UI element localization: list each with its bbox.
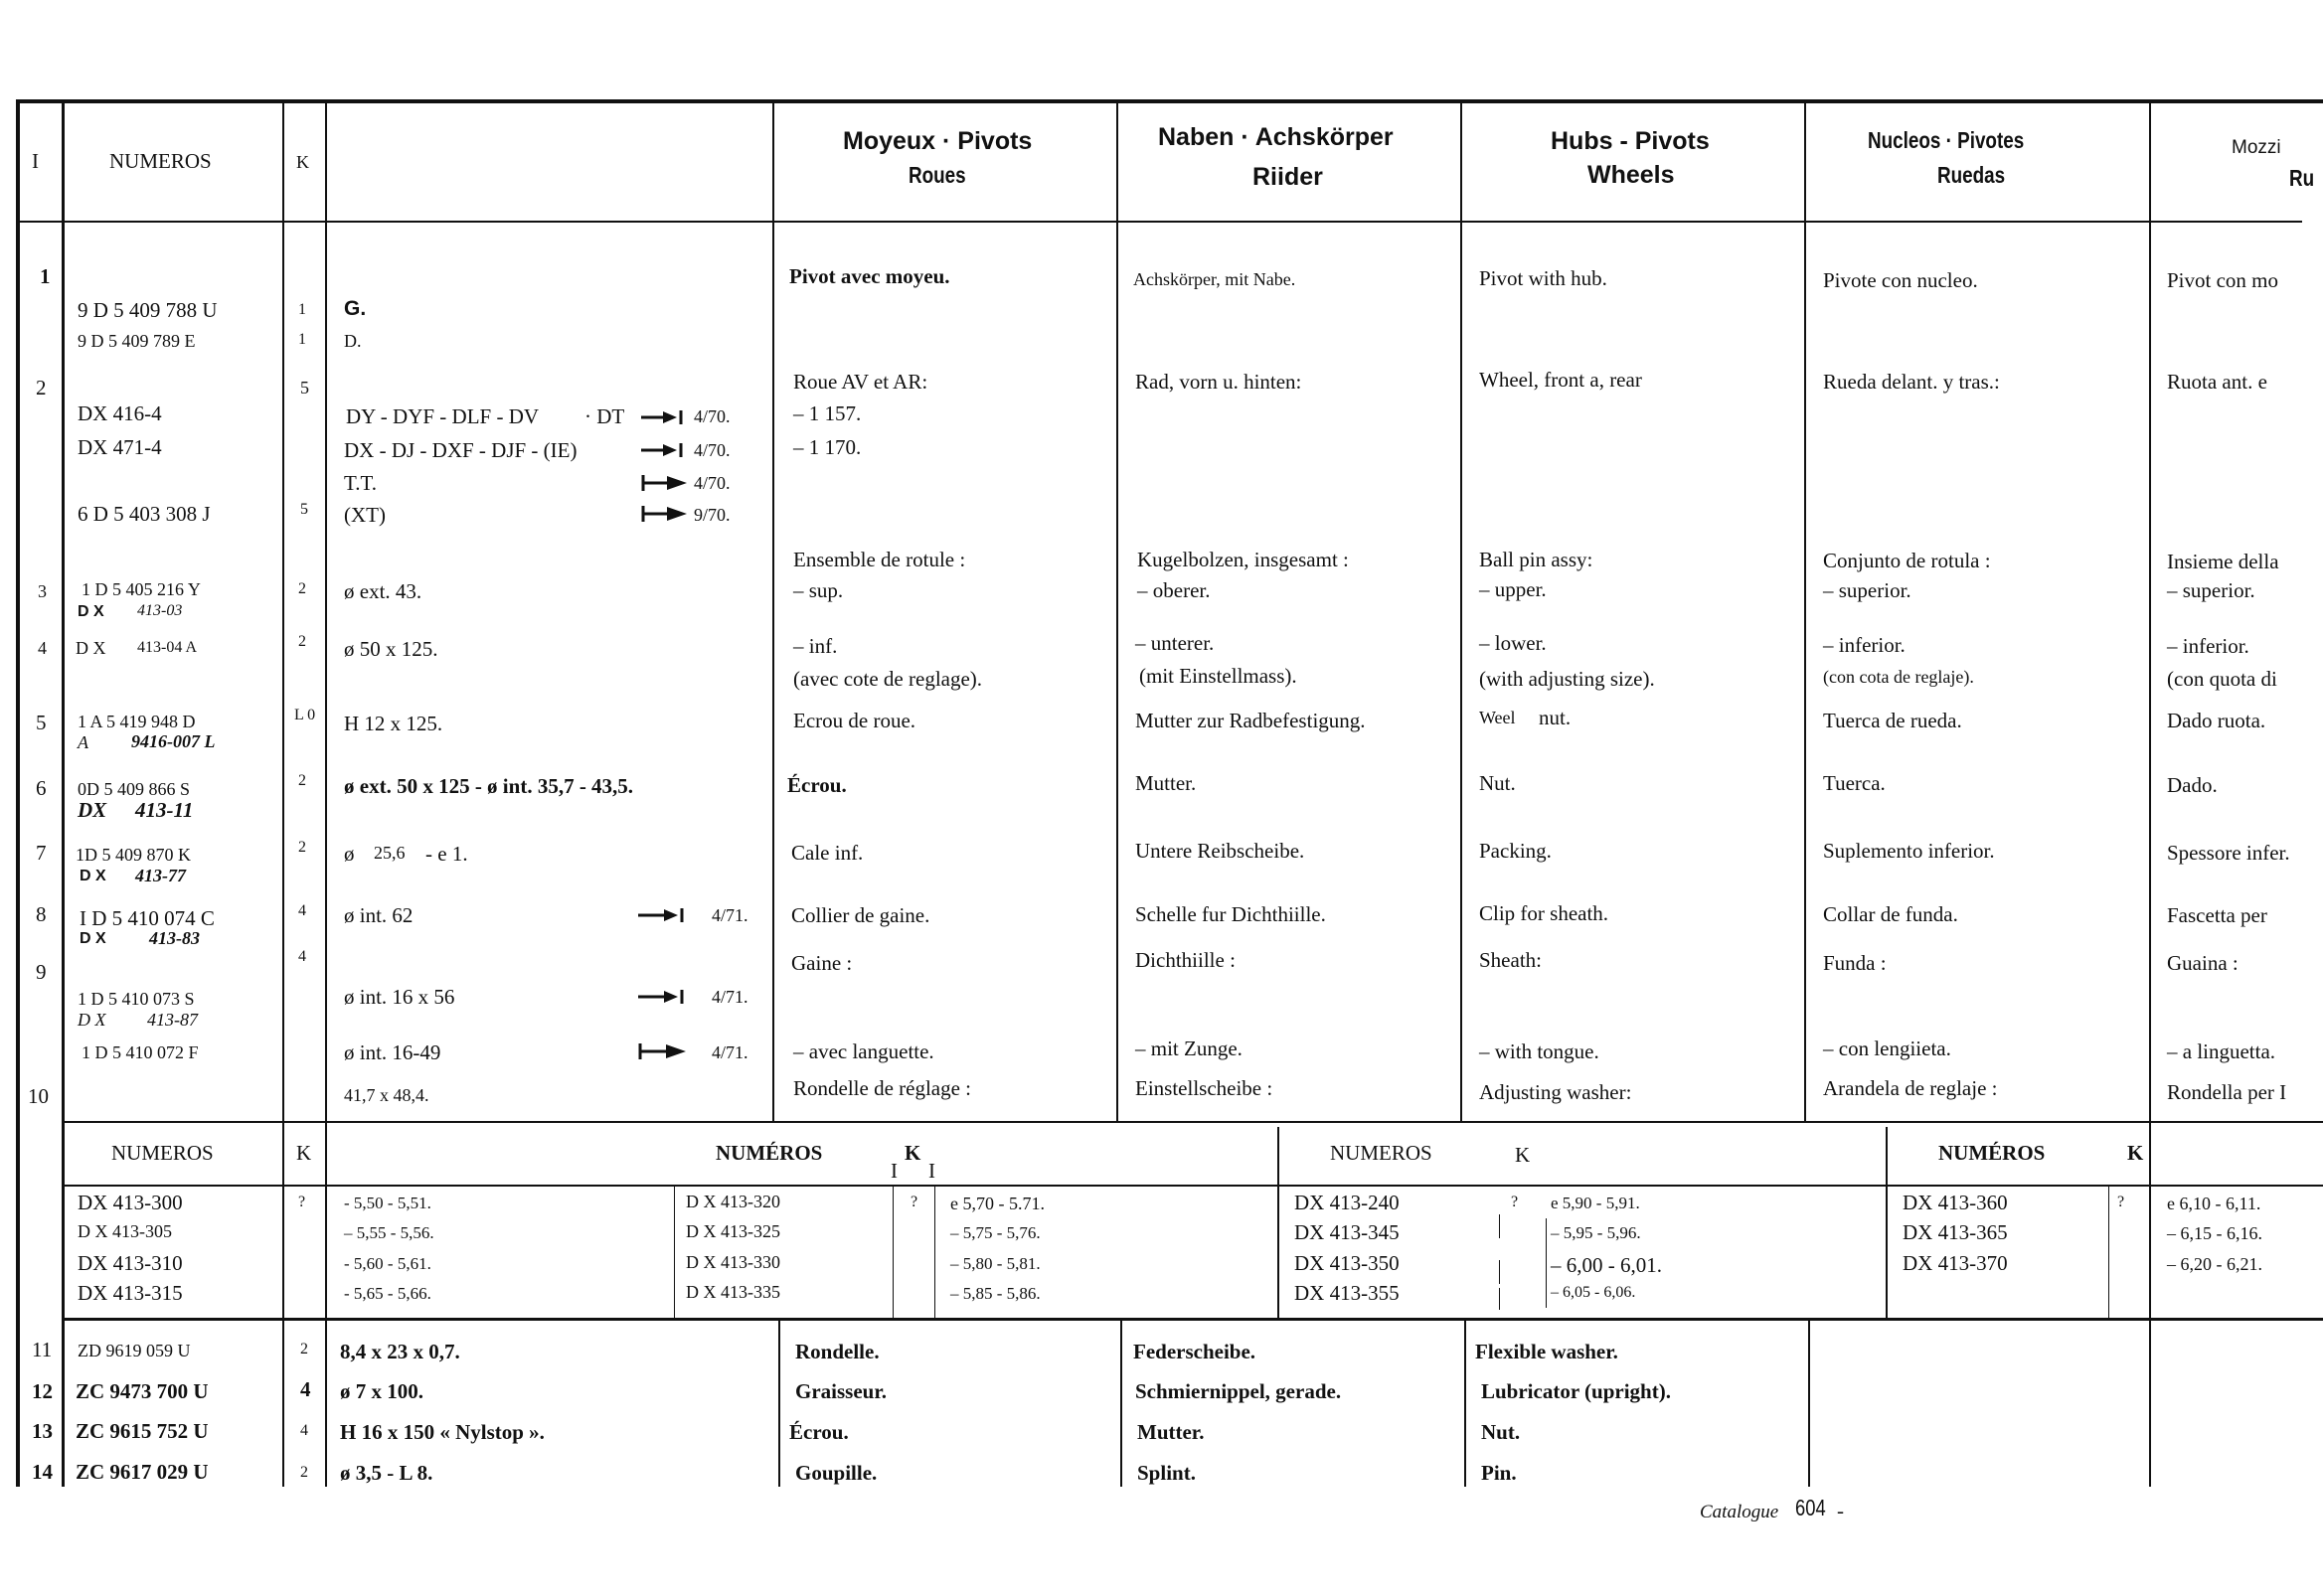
fr-desc: – avec languette. (793, 1039, 934, 1063)
part-number: 1 A 5 419 948 D (78, 712, 196, 731)
row-index-7: 7 (36, 841, 47, 865)
de-desc: Schelle fur Dichthiille. (1135, 902, 1326, 926)
de-desc: Rad, vorn u. hinten: (1135, 370, 1302, 394)
it-desc: Dado. (2167, 773, 2218, 797)
es-desc: Funda : (1823, 951, 1887, 975)
fr-desc: Roue AV et AR: (793, 370, 928, 394)
part-number: 1 D 5 410 072 F (82, 1042, 199, 1062)
fr-desc: Collier de gaine. (791, 903, 930, 927)
fr-desc: Pivot avec moyeu. (789, 264, 950, 288)
washer-quantity: ? (911, 1194, 918, 1210)
header-fr-subtitle: Roues (909, 162, 966, 188)
washer-bracket-4 (1546, 1218, 1547, 1308)
washer-header-i: I (928, 1159, 935, 1183)
spec-text: ø 50 x 125. (344, 637, 438, 661)
part-number: ZC 9615 752 U (76, 1419, 209, 1443)
part-number: 9 D 5 409 788 U (78, 298, 218, 322)
it-desc: Pivot con mo (2167, 268, 2279, 292)
quantity: L 0 (294, 707, 316, 723)
it-desc: Rondella per I (2167, 1080, 2287, 1104)
washer-bottom-rule (62, 1318, 2323, 1321)
part-number: 1 D 5 410 073 S (78, 989, 195, 1009)
fr-desc: Ecrou de roue. (793, 709, 916, 732)
col-spec-line (772, 99, 774, 1123)
row-index-1: 1 (40, 264, 51, 288)
washer-thickness: – 5,75 - 5,76. (950, 1223, 1041, 1242)
header-fr-title: Moyeux · Pivots (843, 127, 1033, 155)
it-desc: (con quota di (2167, 667, 2277, 691)
en-desc: Sheath: (1479, 948, 1542, 972)
washer-part-number: D X 413-330 (686, 1252, 780, 1272)
en-desc: Lubricator (upright). (1481, 1379, 1671, 1403)
spec-text: ø 3,5 - L 8. (340, 1461, 433, 1485)
spec-text: ø ext. 50 x 125 - ø int. 35,7 - 43,5. (344, 774, 634, 798)
date-text: 4/70. (694, 473, 731, 493)
col-index-line (62, 99, 65, 1487)
de-desc: (mit Einstellmass). (1139, 664, 1297, 688)
washer-header-k: K (905, 1141, 921, 1165)
arrow-to-bar-icon (641, 409, 685, 425)
quantity: 4 (298, 902, 306, 919)
de-desc: Einstellscheibe : (1135, 1076, 1273, 1100)
part-number: 413-04 A (137, 639, 197, 656)
fr-desc: – sup. (793, 578, 844, 602)
spec-text: 25,6 (374, 843, 406, 863)
header-en-subtitle: Wheels (1587, 161, 1675, 189)
header-es-title: Nucleos · Pivotes (1868, 127, 2025, 153)
spec-text: ø int. 16 x 56 (344, 985, 455, 1009)
lower-es-line (1808, 1321, 1810, 1487)
washer-part-number: D X 413-305 (78, 1221, 172, 1241)
part-number: ZD 9619 059 U (78, 1341, 191, 1360)
part-number: D X (78, 603, 104, 620)
washer-thickness: – 5,55 - 5,56. (344, 1223, 434, 1242)
header-index: I (32, 149, 39, 173)
quantity: 5 (300, 501, 308, 518)
es-desc: Conjunto de rotula : (1823, 549, 1991, 572)
quantity: 2 (298, 580, 306, 597)
de-desc: Schmiernippel, gerade. (1135, 1379, 1342, 1403)
part-number: DX (78, 798, 107, 822)
washer-part-number: DX 413-310 (78, 1251, 183, 1275)
washer-bracket-1 (1499, 1214, 1500, 1238)
spec-text: H 12 x 125. (344, 712, 443, 735)
part-number: 9416-007 L (131, 731, 216, 751)
washer-thickness: e 5,70 - 5.71. (950, 1194, 1045, 1213)
washer-thickness: - 5,60 - 5,61. (344, 1254, 431, 1273)
spec-text: ø (344, 842, 355, 866)
washer-part-number: DX 413-350 (1294, 1251, 1400, 1275)
washer-part-number: DX 413-365 (1903, 1220, 2008, 1244)
es-desc: Pivote con nucleo. (1823, 268, 1978, 292)
footer-page-number: 604 (1795, 1495, 1826, 1520)
row-index-4: 4 (38, 638, 47, 658)
fr-desc: (avec cote de reglage). (793, 667, 983, 691)
en-desc: – upper. (1479, 577, 1547, 601)
de-desc: Kugelbolzen, insgesamt : (1137, 548, 1349, 571)
washer-thickness: e 5,90 - 5,91. (1551, 1194, 1640, 1212)
washer-thickness: – 5,95 - 5,96. (1551, 1223, 1641, 1242)
part-number: 413-77 (135, 866, 186, 885)
en-desc: nut. (1539, 706, 1572, 729)
washer-g2k-sep (934, 1185, 935, 1318)
row-index-9: 9 (36, 960, 47, 984)
quantity: 1 (298, 331, 306, 348)
washer-thickness: – 5,85 - 5,86. (950, 1284, 1041, 1303)
washer-g3-sep (1886, 1127, 1888, 1318)
washer-bracket-3 (1499, 1288, 1500, 1310)
col-en-line (1804, 99, 1806, 1123)
washer-header-k: K (2127, 1141, 2144, 1165)
de-desc: Mutter. (1135, 771, 1197, 795)
washer-g4k-sep (2108, 1185, 2109, 1318)
row-index-6: 6 (36, 776, 47, 800)
lower-en-line (1464, 1321, 1466, 1487)
part-number: 0D 5 409 866 S (78, 779, 191, 799)
es-desc: Tuerca de rueda. (1823, 709, 1962, 732)
en-desc: (with adjusting size). (1479, 667, 1655, 691)
date-text: 9/70. (694, 505, 731, 525)
fr-desc: Rondelle. (795, 1340, 880, 1363)
de-desc: Dichthiille : (1135, 948, 1236, 972)
de-desc: – oberer. (1137, 578, 1211, 602)
spec-text: - e 1. (425, 842, 468, 866)
row-index-12: 12 (32, 1379, 53, 1403)
part-number: DX 471-4 (78, 435, 162, 459)
fr-desc: Graisseur. (795, 1379, 887, 1403)
fr-desc: Cale inf. (791, 841, 864, 865)
col-k-line (325, 99, 327, 1487)
header-numeros: NUMEROS (109, 149, 212, 173)
fr-desc: Écrou. (789, 1420, 849, 1444)
en-desc: Pin. (1481, 1461, 1517, 1485)
spec-text: H 16 x 150 « Nylstop ». (340, 1420, 545, 1444)
en-desc: Nut. (1481, 1420, 1521, 1444)
spec-text: 8,4 x 23 x 0,7. (340, 1340, 460, 1363)
de-desc: Mutter. (1137, 1420, 1205, 1444)
washer-part-number: DX 413-355 (1294, 1281, 1400, 1305)
es-desc: Rueda delant. y tras.: (1823, 370, 2000, 394)
washer-thickness: – 5,80 - 5,81. (950, 1254, 1041, 1273)
washer-thickness: – 6,05 - 6,06. (1551, 1284, 1636, 1301)
header-de-subtitle: Riider (1252, 163, 1323, 191)
washer-thickness: – 6,15 - 6,16. (2167, 1223, 2262, 1243)
it-desc: Dado ruota. (2167, 709, 2266, 732)
washer-g1-sep (674, 1185, 675, 1318)
part-number: D X (78, 1010, 106, 1030)
fr-desc: Goupille. (795, 1461, 878, 1485)
col-es-line (2149, 99, 2151, 1487)
part-number: 413-87 (147, 1010, 198, 1030)
col-de-line (1460, 99, 1462, 1123)
left-border (16, 99, 20, 1487)
washer-part-number: DX 413-315 (78, 1281, 183, 1305)
part-number: D X (76, 638, 106, 658)
part-number: 1D 5 409 870 K (76, 845, 191, 865)
washer-thickness: - 5,50 - 5,51. (344, 1194, 431, 1212)
spec-text: D. (344, 331, 362, 351)
footer-dash: - (1837, 1499, 1844, 1522)
en-desc: Packing. (1479, 839, 1552, 863)
fr-desc: Ensemble de rotule : (793, 548, 966, 571)
washer-part-number: D X 413-320 (686, 1192, 780, 1211)
it-desc: – superior. (2167, 578, 2255, 602)
lower-fr-line (778, 1321, 780, 1487)
row-index-10: 10 (28, 1084, 49, 1108)
it-desc: Fascetta per (2167, 903, 2267, 927)
de-desc: Achskörper, mit Nabe. (1133, 269, 1296, 289)
en-desc: Clip for sheath. (1479, 901, 1609, 925)
row-index-8: 8 (36, 902, 47, 926)
arrow-to-bar-icon (641, 442, 685, 458)
en-desc: Nut. (1479, 771, 1516, 795)
en-desc: Weel (1479, 708, 1516, 727)
it-desc: Insieme della (2167, 550, 2279, 573)
washer-g2-sep (1277, 1127, 1279, 1318)
spec-text: · DT (584, 404, 625, 428)
bar-to-arrow-icon (638, 1042, 688, 1060)
part-number: 413-83 (149, 928, 200, 948)
de-desc: Untere Reibscheibe. (1135, 839, 1305, 863)
es-desc: Arandela de reglaje : (1823, 1076, 1998, 1100)
de-desc: – mit Zunge. (1135, 1037, 1243, 1060)
washer-quantity: ? (1511, 1194, 1519, 1210)
date-text: 4/70. (694, 406, 731, 426)
date-text: 4/71. (712, 1042, 748, 1062)
washer-part-number: DX 413-370 (1903, 1251, 2008, 1275)
quantity: 4 (300, 1377, 311, 1401)
de-desc: Splint. (1137, 1461, 1196, 1485)
washer-part-number: D X 413-335 (686, 1282, 780, 1302)
header-k: K (296, 152, 309, 172)
washer-thickness: - 5,65 - 5,66. (344, 1284, 431, 1303)
washer-thickness: e 6,10 - 6,11. (2167, 1194, 2261, 1213)
row-index-3: 3 (38, 581, 47, 601)
spec-text: T.T. (344, 471, 378, 495)
part-number: 1 D 5 405 216 Y (82, 579, 201, 599)
es-desc: – con lengiieta. (1823, 1037, 1951, 1060)
washer-bracket-2 (1499, 1260, 1500, 1284)
row-index-13: 13 (32, 1419, 53, 1443)
part-number: I D 5 410 074 C (80, 906, 215, 930)
washer-header-k: K (1515, 1143, 1531, 1167)
quantity: 4 (300, 1422, 308, 1439)
quantity: 2 (298, 633, 306, 650)
washer-head-rule (62, 1185, 2323, 1187)
row-index-14: 14 (32, 1460, 53, 1484)
header-it-title: Mozzi (2232, 137, 2281, 158)
header-es-subtitle: Ruedas (1937, 162, 2006, 188)
washer-quantity: ? (298, 1194, 306, 1210)
part-number: D X (80, 868, 106, 884)
header-de-title: Naben · Achskörper (1158, 123, 1394, 151)
en-desc: Pivot with hub. (1479, 266, 1607, 290)
it-desc: Guaina : (2167, 951, 2239, 975)
washer-thickness: – 6,00 - 6,01. (1551, 1253, 1662, 1277)
date-text: 4/71. (712, 905, 748, 925)
es-desc: Suplemento inferior. (1823, 839, 1995, 863)
washer-header-numeros: NUMEROS (111, 1141, 214, 1165)
part-number: ZC 9617 029 U (76, 1460, 209, 1484)
fr-desc: Gaine : (791, 951, 853, 975)
top-rule (16, 99, 2323, 103)
washer-part-number: DX 413-360 (1903, 1191, 2008, 1214)
row-index-2: 2 (36, 376, 47, 399)
date-text: 4/70. (694, 440, 731, 460)
quantity: 5 (300, 378, 309, 398)
part-number: 413-11 (135, 798, 194, 822)
spec-text: DY - DYF - DLF - DV (346, 404, 540, 428)
quantity: 4 (298, 948, 306, 965)
washer-header-numeros: NUMÉROS (716, 1141, 823, 1165)
arrow-to-bar-icon (638, 989, 686, 1005)
spec-text: ø int. 16-49 (344, 1040, 441, 1064)
spec-text: 41,7 x 48,4. (344, 1085, 429, 1105)
date-text: 4/71. (712, 987, 748, 1007)
washer-header-k: K (296, 1141, 312, 1165)
header-it-subtitle: Ru (2289, 165, 2315, 191)
quantity: 2 (298, 772, 306, 789)
es-desc: – inferior. (1823, 633, 1906, 657)
washer-part-number: DX 413-300 (78, 1191, 183, 1214)
fr-desc: – 1 170. (793, 435, 862, 459)
fr-desc: – 1 157. (793, 401, 862, 425)
washer-header-numeros: NUMEROS (1330, 1141, 1432, 1165)
spec-text: G. (344, 297, 367, 320)
spec-text: ø int. 62 (344, 903, 414, 927)
footer-catalogue: Catalogue (1700, 1502, 1779, 1522)
en-desc: – with tongue. (1479, 1039, 1599, 1063)
it-desc: – a linguetta. (2167, 1039, 2276, 1063)
row-index-5: 5 (36, 711, 47, 734)
spec-text: (XT) (344, 503, 386, 527)
part-number: 413-03 (137, 602, 183, 619)
header-en-title: Hubs - Pivots (1551, 127, 1710, 155)
spec-text: ø ext. 43. (344, 579, 422, 603)
de-desc: Federscheibe. (1133, 1340, 1256, 1363)
washer-part-number: DX 413-345 (1294, 1220, 1400, 1244)
washer-part-number: D X 413-325 (686, 1221, 780, 1241)
part-number: D X (80, 930, 106, 947)
washer-g1k-sep (893, 1185, 894, 1318)
it-desc: Ruota ant. e (2167, 370, 2267, 394)
es-desc: Collar de funda. (1823, 902, 1958, 926)
header-rule (16, 221, 2302, 223)
quantity: 2 (300, 1464, 308, 1481)
es-desc: – superior. (1823, 578, 1911, 602)
quantity: 2 (300, 1341, 308, 1357)
washer-part-number: DX 413-240 (1294, 1191, 1400, 1214)
fr-desc: Rondelle de réglage : (793, 1076, 972, 1100)
en-desc: Flexible washer. (1475, 1340, 1618, 1363)
de-desc: – unterer. (1135, 631, 1215, 655)
es-desc: (con cota de reglaje). (1823, 667, 1974, 687)
col-numeros-line (282, 99, 284, 1487)
en-desc: Adjusting washer: (1479, 1080, 1632, 1104)
it-desc: Spessore infer. (2167, 841, 2290, 865)
washer-thickness: – 6,20 - 6,21. (2167, 1254, 2262, 1274)
part-number: ZC 9473 700 U (76, 1379, 209, 1403)
washer-top-rule (62, 1121, 2323, 1123)
washer-header-numeros: NUMÉROS (1938, 1141, 2046, 1165)
spec-text: ø 7 x 100. (340, 1379, 423, 1403)
en-desc: Wheel, front a, rear (1479, 368, 1642, 392)
quantity: 2 (298, 839, 306, 856)
part-number: A (78, 732, 88, 752)
bar-to-arrow-icon (641, 474, 689, 492)
fr-desc: Écrou. (787, 773, 847, 797)
bar-to-arrow-icon (641, 505, 689, 523)
spec-text: DX - DJ - DXF - DJF - (IE) (344, 438, 578, 462)
it-desc: – inferior. (2167, 634, 2249, 658)
part-number: DX 416-4 (78, 401, 162, 425)
en-desc: – lower. (1479, 631, 1547, 655)
en-desc: Ball pin assy: (1479, 548, 1593, 571)
de-desc: Mutter zur Radbefestigung. (1135, 709, 1366, 732)
row-index-11: 11 (32, 1338, 53, 1361)
col-fr-line (1116, 99, 1118, 1123)
fr-desc: – inf. (793, 634, 838, 658)
lower-de-line (1120, 1321, 1122, 1487)
es-desc: Tuerca. (1823, 771, 1886, 795)
quantity: 1 (298, 301, 306, 318)
washer-quantity: ? (2117, 1194, 2125, 1210)
part-number: 6 D 5 403 308 J (78, 502, 211, 526)
part-number: 9 D 5 409 789 E (78, 331, 196, 351)
washer-header-i: I (891, 1159, 898, 1183)
arrow-to-bar-icon (638, 907, 686, 923)
